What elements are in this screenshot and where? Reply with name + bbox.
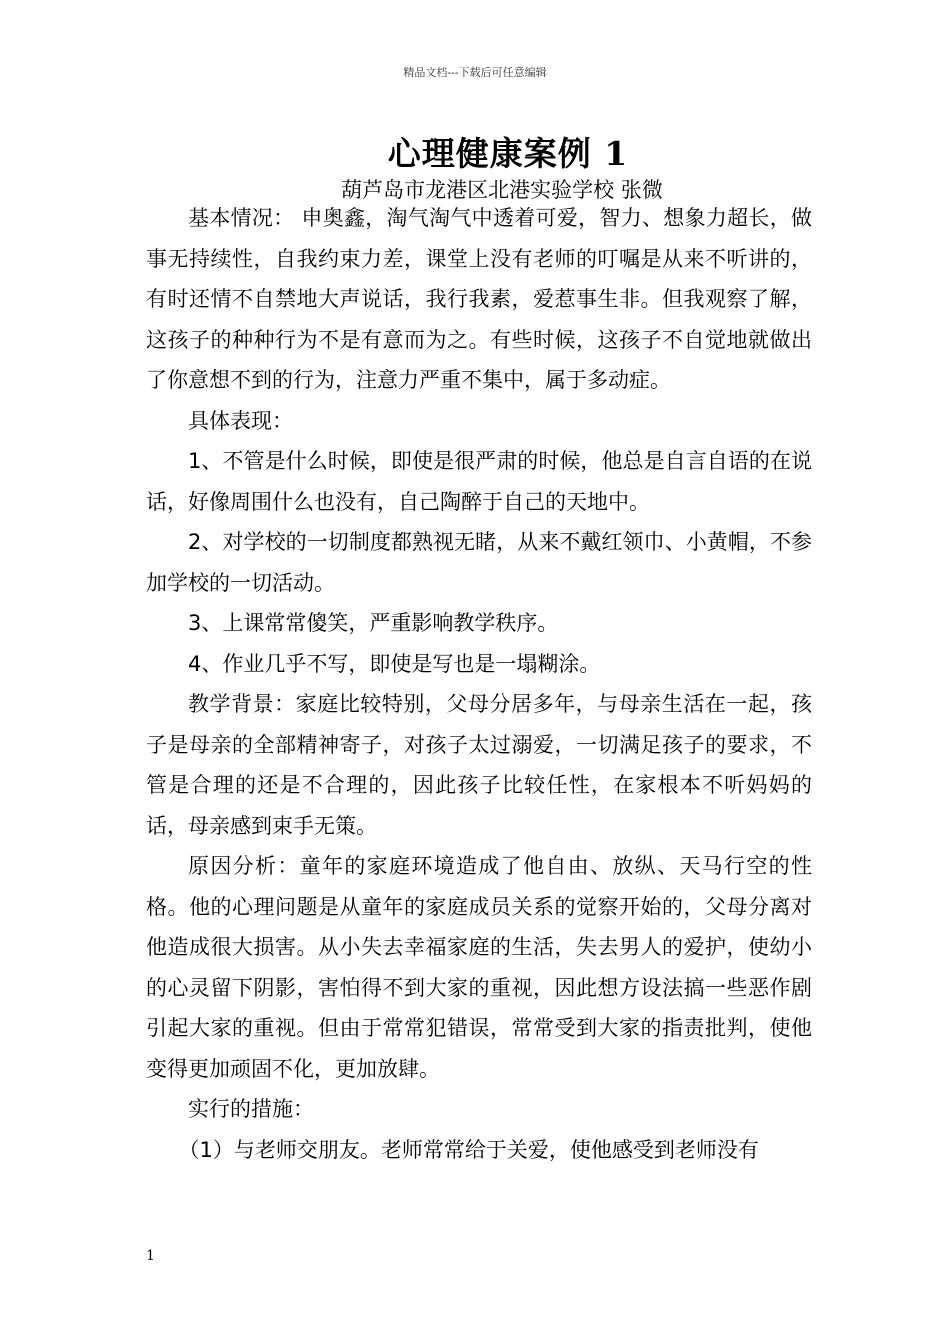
document-title: 心理健康案例 1 bbox=[387, 134, 629, 173]
paragraph-behavior-2: 2、对学校的一切制度都熟视无睹，从来不戴红领巾、小黄帽，不参加学校的一切活动。 bbox=[146, 530, 812, 595]
paragraph-specific-behaviors-heading: 具体表现： bbox=[188, 408, 293, 433]
paragraph-cause-analysis: 原因分析：童年的家庭环境造成了他自由、放纵、天马行空的性格。他的心理问题是从童年的家庭成员关系的觉察开始的，父母分离对他造成很大损害。从小失去幸福家庭的生活，失去男人的爱护，使幼小的心灵留下阴影，害怕得不到大家的重视，因此想方设法搞一些恶作剧引起大家的重视。但由于常常犯错误，常常受到大家的指责批判，使他变得更加顽固不化，更加放肆。 bbox=[146, 854, 812, 1081]
paragraph-behavior-1: 1、不管是什么时候，即使是很严肃的时候，他总是自言自语的在说话，好像周围什么也没有，自己陶醉于自己的天地中。 bbox=[146, 449, 812, 514]
paragraph-basic-situation: 基本情况： 申奥鑫，淘气淘气中透着可爱，智力、想象力超长，做事无持续性，自我约束力差，课堂上没有老师的叮嘱是从来不听讲的，有时还情不自禁地大声说话，我行我素，爱惹事生非。但我观察了解，这孩子的种种行为不是有意而为之。有些时候，这孩子不自觉地就做出了你意想不到的行为，注意力严重不集中，属于多动症。 bbox=[146, 206, 812, 392]
page-number: 1 bbox=[146, 1248, 155, 1264]
paragraph-measures-heading: 实行的措施： bbox=[188, 1097, 314, 1121]
page-header-note: 精品文档---下载后可任意编辑 bbox=[403, 66, 547, 79]
paragraph-teaching-background: 教学背景：家庭比较特别，父母分居多年，与母亲生活在一起，孩子是母亲的全部精神寄子，对孩子太过溺爱，一切满足孩子的要求，不管是合理的还是不合理的，因此孩子比较任性，在家根本不听妈妈的话，母亲感到束手无策。 bbox=[146, 692, 812, 838]
paragraph-behavior-4: 4、作业几乎不写，即使是写也是一塌糊涂。 bbox=[188, 651, 601, 676]
paragraph-behavior-3: 3、上课常常傻笑，严重影响教学秩序。 bbox=[188, 611, 559, 635]
author-line: 葫芦岛市龙港区北港实验学校 张微 bbox=[341, 178, 663, 202]
document-body bbox=[146, 198, 812, 1170]
paragraph-measure-1: （1）与老师交朋友。老师常常给于关爱，使他感受到老师没有 bbox=[178, 1137, 759, 1162]
